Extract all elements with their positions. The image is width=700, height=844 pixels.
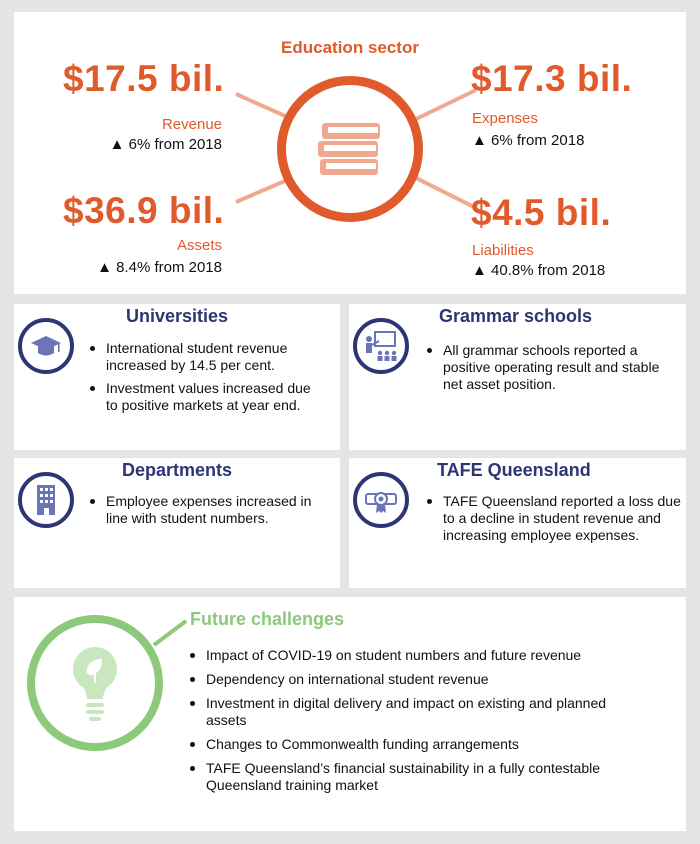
list-item: Investment values increased due to positive markets at year end. [88,380,320,414]
office-building-icon [35,484,57,516]
tafe-queensland-card [349,458,686,588]
tafe-bullets [425,493,683,550]
hub-title: Education sector [281,38,419,57]
grammar-icon-circle [353,318,409,374]
revenue-change: ▲ 6% from 2018 [109,136,222,153]
list-item: TAFE Queensland reported a loss due to a decline in student revenue and increasing employee expenses. [425,493,683,544]
up-arrow-icon: ▲ [472,262,487,279]
future-bullets [188,647,608,801]
grammar-schools-card [349,304,686,450]
teacher-presentation-icon [363,330,399,362]
universities-card [14,304,340,450]
expenses-label: Expenses [472,110,538,127]
list-item: Dependency on international student revenue [188,671,608,688]
liabilities-value: $4.5 bil. [471,192,612,233]
list-item: Employee expenses increased in line with student numbers. [88,493,324,527]
future-challenges-title: Future challenges [190,609,345,629]
departments-card [14,458,340,588]
liabilities-change: ▲ 40.8% from 2018 [472,262,606,279]
books-icon [316,119,384,181]
grammar-schools-title: Grammar schools [439,306,593,326]
universities-bullets [88,340,320,420]
graduation-cap-icon [30,332,62,360]
departments-title: Departments [122,460,233,480]
universities-title: Universities [126,306,229,326]
assets-value: $36.9 bil. [63,190,225,231]
up-arrow-icon: ▲ [109,136,125,153]
certificate-icon [363,488,399,514]
tafe-icon-circle [353,472,409,528]
education-sector-panel [14,12,686,294]
assets-change: ▲ 8.4% from 2018 [97,259,222,276]
up-arrow-icon: ▲ [97,259,112,276]
list-item: International student revenue increased by 14.5 per cent. [88,340,320,374]
future-icon-circle [27,615,163,751]
list-item: Investment in digital delivery and impact on existing and planned assets [188,695,608,729]
future-challenges-panel [14,597,686,831]
universities-icon-circle [18,318,74,374]
list-item: TAFE Queensland’s financial sustainability in a fully contestable Queensland training market [188,760,608,794]
revenue-value: $17.5 bil. [63,58,225,99]
lightbulb-leaf-icon [69,643,121,723]
up-arrow-icon: ▲ [472,132,487,149]
list-item: Changes to Commonwealth funding arrangements [188,736,608,753]
departments-icon-circle [18,472,74,528]
assets-label: Assets [176,237,222,254]
list-item: Impact of COVID-19 on student numbers and future revenue [188,647,608,664]
grammar-bullets [425,342,661,399]
departments-bullets [88,493,324,533]
revenue-label: Revenue [161,116,222,133]
expenses-value: $17.3 bil. [471,58,633,99]
liabilities-label: Liabilities [472,242,534,259]
hub-circle [277,76,423,222]
expenses-change: ▲ 6% from 2018 [472,132,585,149]
list-item: All grammar schools reported a positive operating result and stable net asset position. [425,342,661,393]
tafe-queensland-title: TAFE Queensland [437,460,591,480]
